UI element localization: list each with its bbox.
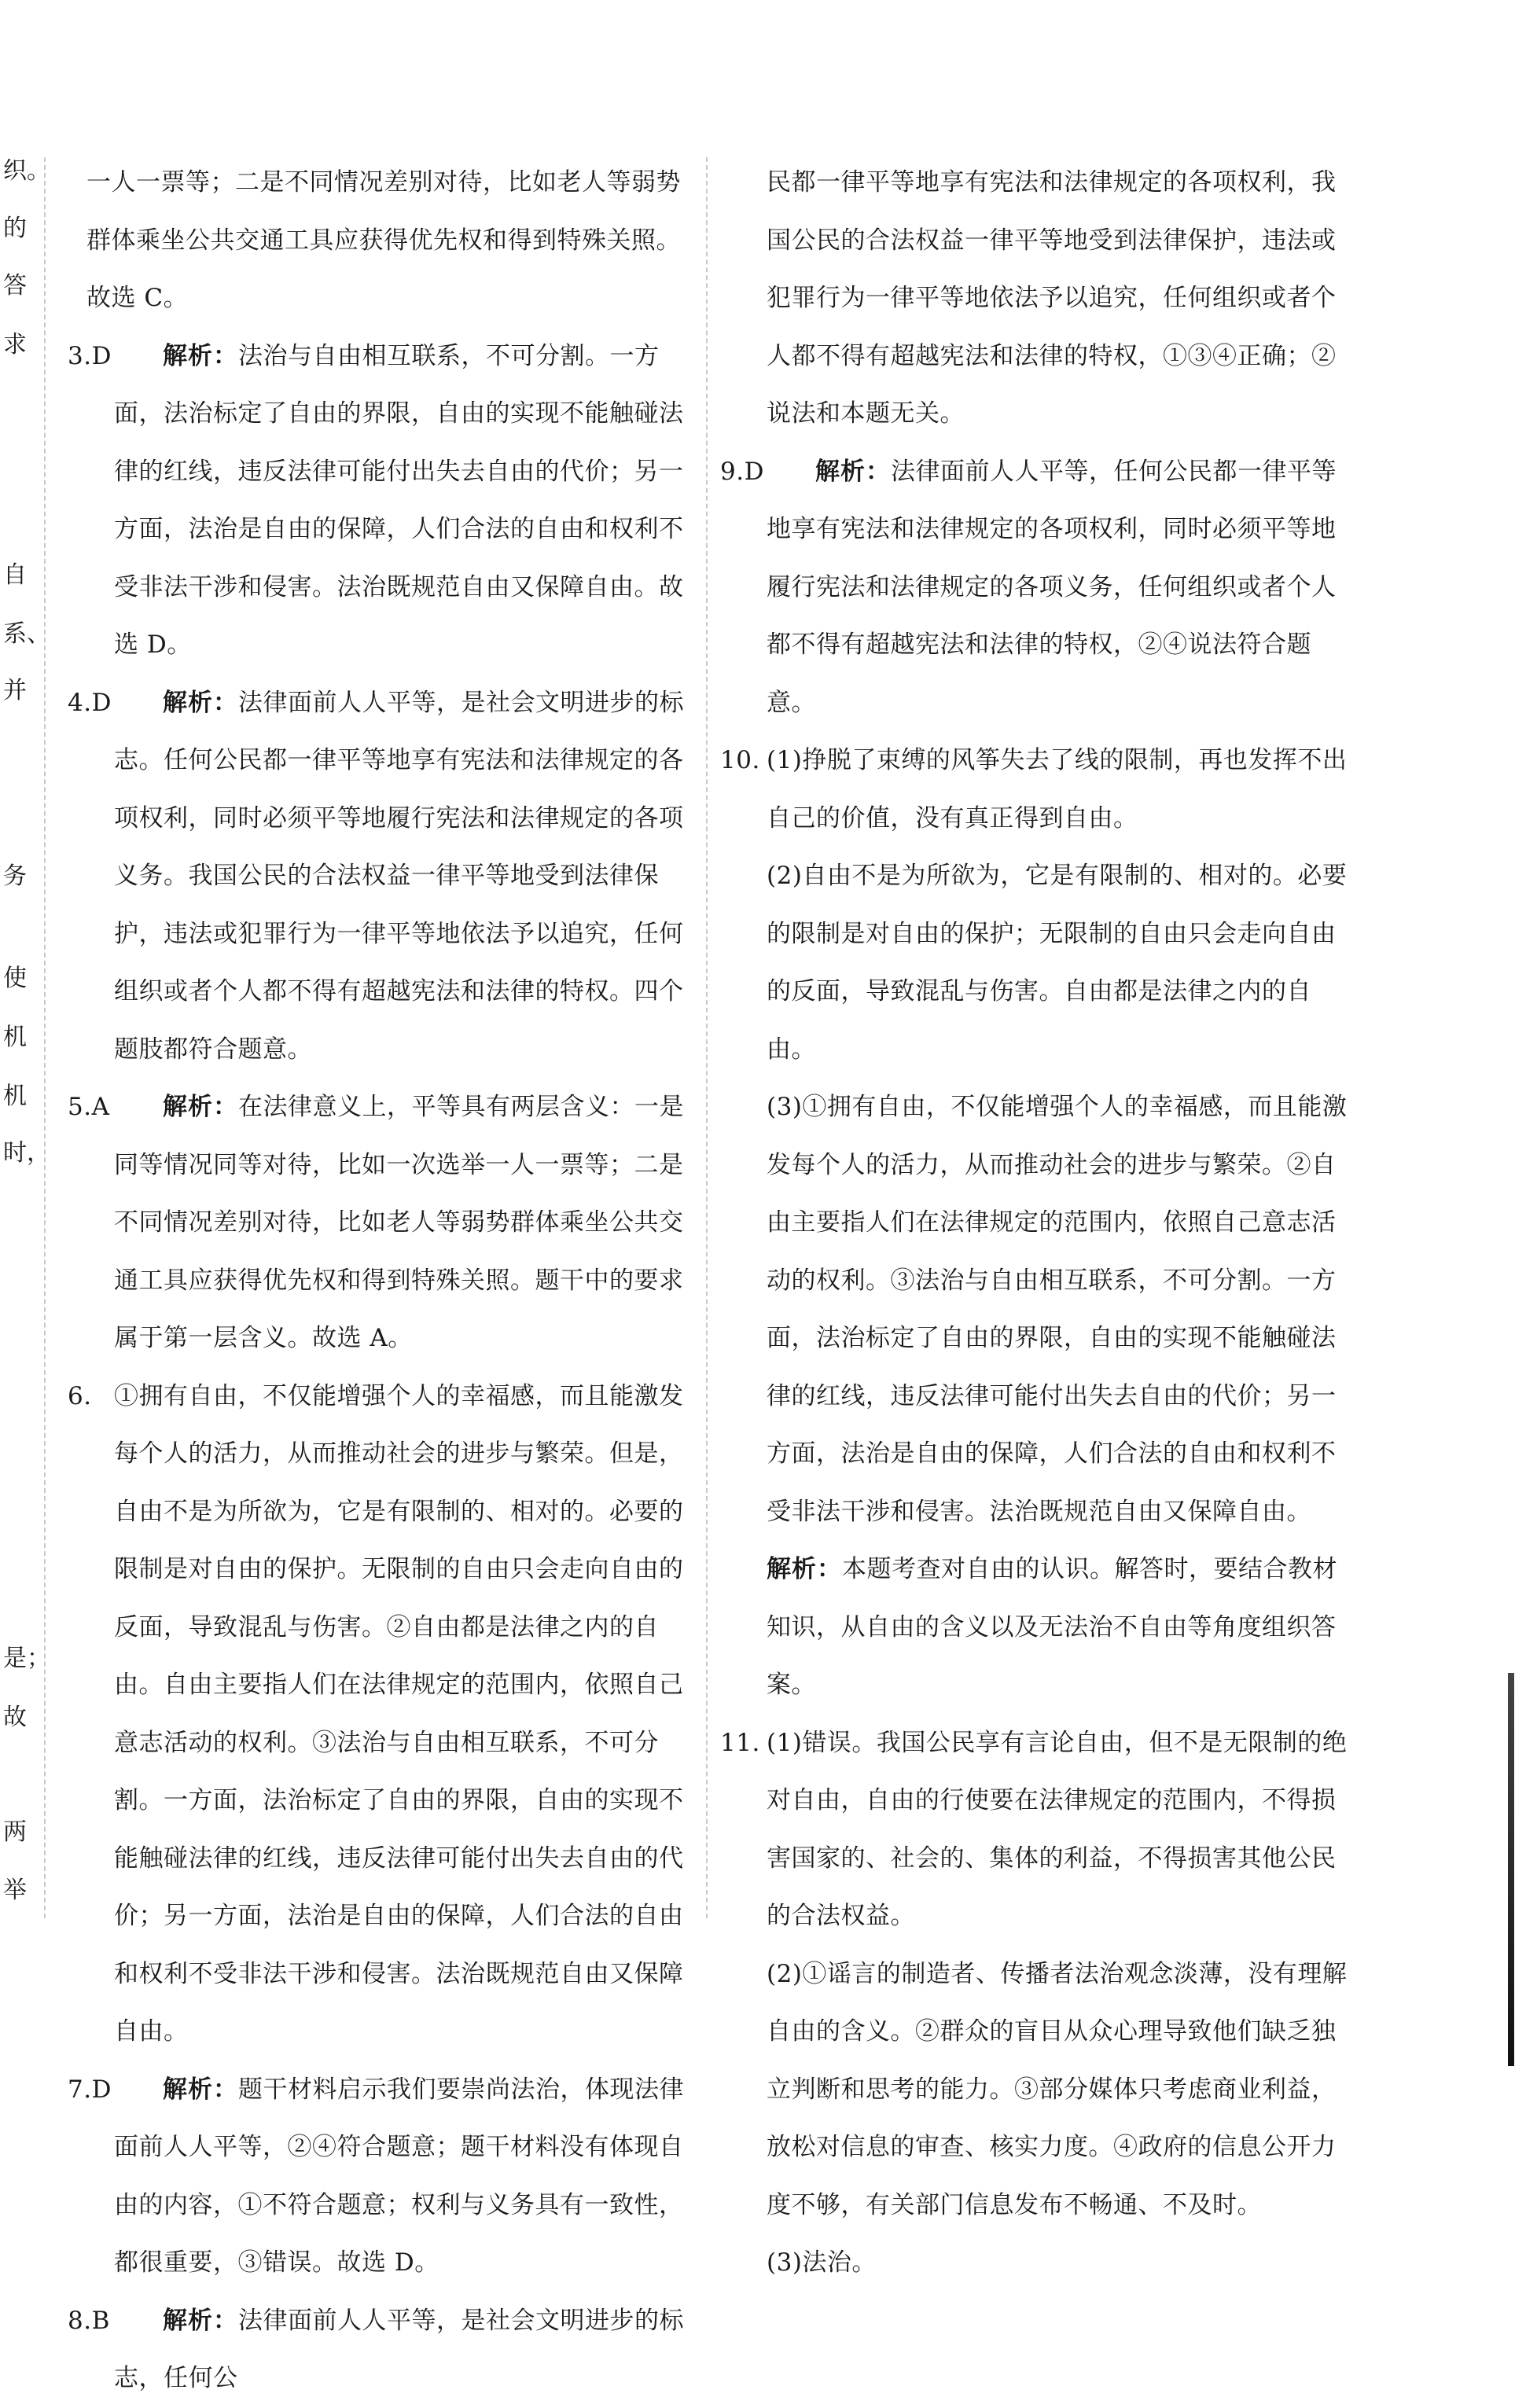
item-number: 8.B [68,2306,110,2335]
answer-text: 解析：在法律意义上，平等具有两层含义：一是同等情况同等对待，比如一次选举一人一票等；二是不同情况差别对待，比如老人等弱势群体乘坐公共交通工具应获得优先权和得到特殊关照。题干中的要求属于第一层含义。故选 A。 [114,1093,684,1352]
item-number: 4.D [68,688,112,717]
answer-item-3 [68,328,697,675]
edge-char: 两 [3,1818,27,1846]
answer-text: (2)①谣言的制造者、传播者法治观念淡薄，没有理解自由的含义。②群众的盲目从众心理导致他们缺乏独立判断和思考的能力。③部分媒体只考虑商业利益，放松对信息的审查、核实力度。④政府的信息公开力度不够，有关部门信息发布不畅通、不及时。 [767,1959,1348,2219]
edge-char: 是； [3,1645,50,1672]
answer-text: 解析：法律面前人人平等，任何公民都一律平等地享有宪法和法律规定的各项权利，同时必须平等地履行宪法和法律规定的各项义务，任何组织或者个人都不得有超越宪法和法律的特权，②④说法符合题意。 [767,457,1337,717]
analysis-label: 解析： [163,2075,238,2104]
edge-char: 时， [3,1139,50,1167]
left-column [68,154,697,2408]
column-divider-center [706,157,708,1918]
answer-text: 一人一票等；二是不同情况差别对待，比如老人等弱势群体乘坐公共交通工具应获得优先权和得到特殊关照。故选 C。 [86,168,681,312]
answer-text: 本题考查对自由的认识。解答时，要结合教材知识，从自由的含义以及无法治不自由等角度组织答案。 [767,1555,1337,1699]
answer-item-5 [68,1079,697,1368]
edge-char: 自 [3,561,27,589]
edge-char: 使 [3,965,27,992]
page-edge-shadow [1508,1673,1514,2066]
column-divider-left [44,157,46,1918]
answer-text: (3)①拥有自由，不仅能增强个人的幸福感，而且能激发每个人的活力，从而推动社会的进步与繁荣。②自由主要指人们在法律规定的范围内，依照自己意志活动的权利。③法治与自由相互联系，不可分割。一方面，法治标定了自由的界限，自由的实现不能触碰法律的红线，违反法律可能付出失去自由的代价；另一方面，法治是自由的保障，人们合法的自由和权利不受非法干涉和侵害。法治既规范自由又保障自由。 [767,1093,1348,1526]
answer-part [720,2234,1359,2292]
answer-item-6 [68,1368,697,2061]
analysis-note [720,1541,1359,1715]
edge-char: 务 [3,862,27,890]
answer-part [720,1079,1359,1541]
edge-char: 织。 [3,157,50,185]
answer-continuation [68,154,697,328]
answer-text: (3)法治。 [767,2248,877,2277]
answer-text: 民都一律平等地享有宪法和法律规定的各项权利，我国公民的合法权益一律平等地受到法律保护，违法或犯罪行为一律平等地依法予以追究，任何组织或者个人都不得有超越宪法和法律的特权，①③④正确；②说法和本题无关。 [767,168,1337,428]
edge-char: 并 [3,677,27,704]
item-number: 11. [720,1728,760,1757]
edge-char: 机 [3,1024,27,1051]
answer-item-7 [68,2061,697,2292]
analysis-label: 解析： [163,341,238,370]
item-number: 3.D [68,341,112,370]
answer-item-8 [68,2292,697,2408]
answer-text: 解析：法治与自由相互联系，不可分割。一方面，法治标定了自由的界限，自由的实现不能触碰法律的红线，违反法律可能付出失去自由的代价；另一方面，法治是自由的保障，人们合法的自由和权利不受非法干涉和侵害。法治既规范自由又保障自由。故选 D。 [114,341,684,659]
answer-text: (1)错误。我国公民享有言论自由，但不是无限制的绝对自由，自由的行使要在法律规定的范围内，不得损害国家的、社会的、集体的利益，不得损害其他公民的合法权益。 [767,1728,1348,1930]
analysis-label: 解析： [163,688,238,717]
previous-page-edge-text [0,0,50,2081]
right-column [720,154,1359,2292]
edge-char: 故 [3,1704,27,1731]
edge-char: 系、 [3,620,50,648]
item-number: 6. [68,1381,92,1410]
answer-text: 解析：法律面前人人平等，是社会文明进步的标志。任何公民都一律平等地享有宪法和法律规定的各项权利，同时必须平等地履行宪法和法律规定的各项义务。我国公民的合法权益一律平等地受到法律保护，违法或犯罪行为一律平等地依法予以追究，任何组织或者个人都不得有超越宪法和法律的特权。四个题肢都符合题意。 [114,688,684,1064]
answer-item-11 [720,1715,1359,1946]
answer-part [720,1946,1359,2235]
answer-item-10 [720,732,1359,847]
edge-char: 机 [3,1083,27,1110]
edge-char: 的 [3,215,27,242]
answer-text: ①拥有自由，不仅能增强个人的幸福感，而且能激发每个人的活力，从而推动社会的进步与繁荣。但是，自由不是为所欲为，它是有限制的、相对的。必要的限制是对自由的保护。无限制的自由只会走向自由的反面，导致混乱与伤害。②自由都是法律之内的自由。自由主要指人们在法律规定的范围内，依照自己意志活动的权利。③法治与自由相互联系，不可分割。一方面，法治标定了自由的界限，自由的实现不能触碰法律的红线，违反法律可能付出失去自由的代价；另一方面，法治是自由的保障，人们合法的自由和权利不受非法干涉和侵害。法治既规范自由又保障自由。 [114,1381,684,2046]
item-number: 7.D [68,2075,112,2104]
edge-char: 求 [3,331,27,358]
analysis-label: 解析： [767,1555,842,1583]
analysis-label: 解析： [815,457,891,486]
answer-continuation [720,154,1359,443]
answer-part [720,847,1359,1079]
item-number: 5.A [68,1093,110,1121]
answer-text: (2)自由不是为所欲为，它是有限制的、相对的。必要的限制是对自由的保护；无限制的自由只会走向自由的反面，导致混乱与伤害。自由都是法律之内的自由。 [767,862,1348,1064]
analysis-label: 解析： [163,1093,238,1121]
answer-item-4 [68,675,697,1079]
edge-char: 举 [3,1877,27,1904]
answer-text: (1)挣脱了束缚的风筝失去了线的限制，再也发挥不出自己的价值，没有真正得到自由。 [767,746,1348,833]
answer-item-9 [720,443,1359,733]
answer-text: 解析：题干材料启示我们要崇尚法治，体现法律面前人人平等，②④符合题意；题干材料没有体现自由的内容，①不符合题意；权利与义务具有一致性，都很重要，③错误。故选 D。 [114,2075,684,2277]
item-number: 9.D [720,457,764,486]
item-number: 10. [720,746,760,774]
answer-text: 解析：法律面前人人平等，是社会文明进步的标志，任何公 [114,2306,684,2392]
edge-char: 答 [3,272,27,300]
analysis-label: 解析： [163,2306,238,2335]
